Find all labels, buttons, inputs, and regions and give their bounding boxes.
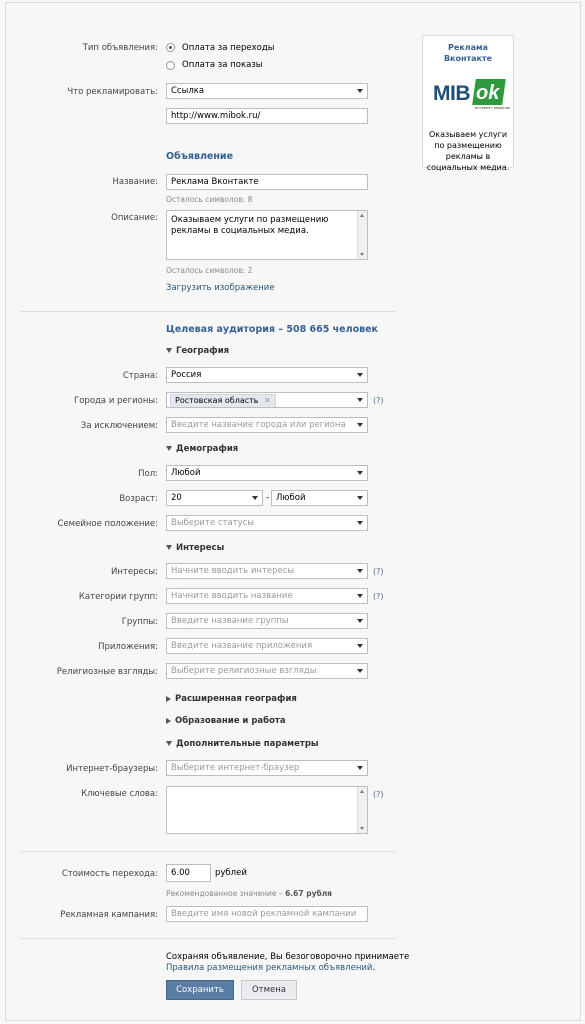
rules-line [166,963,375,973]
preview-text: Оказываем услуги по размещению рекламы в социальных медиа. [426,130,510,172]
chevron-down-icon [357,594,363,598]
cities-help-icon[interactable]: (?) [373,396,384,405]
currency-label: рублей [215,868,247,878]
interests-select[interactable]: Начните вводить интересы [166,563,368,579]
chevron-down-icon [357,521,363,525]
ad-description-textarea[interactable] [166,210,368,260]
keywords-label: Ключевые слова: [81,789,158,799]
keywords-help-icon[interactable]: (?) [373,790,384,799]
groups-label: Группы: [121,617,158,627]
logo-text-main: MIB [433,82,470,105]
chevron-down-icon [357,373,363,377]
city-tag: Ростовская область ✕ [170,394,276,408]
marital-label: Семейное положение: [57,519,158,529]
ad-type-label: Тип объявления: [82,43,158,53]
name-label: Название: [112,177,158,187]
logo-text-small: интернет решения [475,106,510,110]
demography-toggle[interactable]: Демография [166,444,238,454]
textarea-scrollbar[interactable] [357,787,367,833]
chevron-down-icon [357,644,363,648]
ad-section-title: Объявление [166,151,234,162]
marital-select[interactable]: Выберите статусы [166,515,368,531]
groups-select[interactable]: Введите название группы [166,613,368,629]
chevron-down-icon [357,423,363,427]
textarea-scrollbar[interactable] [357,211,367,259]
chevron-down-icon [357,569,363,573]
radio-pay-per-view-label[interactable]: Оплата за показы [182,60,263,70]
cost-input[interactable]: 6.00 [166,864,211,882]
cancel-button[interactable]: Отмена [241,980,297,1000]
chevron-down-icon [357,619,363,623]
apps-label: Приложения: [98,642,158,652]
upload-image-link[interactable]: Загрузить изображение [166,283,275,293]
cost-label: Стоимость перехода: [61,869,158,879]
cities-select[interactable] [166,392,368,408]
browsers-label: Интернет-браузеры: [66,764,158,774]
triangle-down-icon [166,545,172,550]
chevron-down-icon [357,496,363,500]
chevron-down-icon [252,496,258,500]
what-to-advertise-value: Ссылка [171,86,205,96]
ad-description-text: Оказываем услуги по размещению рекламы в социальных медиа. [171,215,329,236]
description-label: Описание: [111,213,158,223]
triangle-right-icon [166,718,171,724]
except-select[interactable]: Введите название города или региона [166,417,368,433]
preview-title: Реклама Вконтакте [443,43,493,63]
triangle-right-icon [166,696,171,702]
triangle-down-icon [166,446,172,451]
name-remaining: Осталось символов: 8 [166,195,253,204]
what-to-advertise-label: Что рекламировать: [67,87,158,97]
group-categories-select[interactable]: Начните вводить название [166,588,368,604]
geo-toggle[interactable]: География [166,346,229,356]
religion-label: Религиозные взгляды: [56,667,158,677]
interests-label: Интересы: [111,567,158,577]
age-to-select[interactable]: Любой [271,490,368,506]
recommended-price: Рекомендованное значение – 6.67 рубля [166,889,332,898]
chevron-down-icon [357,471,363,475]
extra-params-toggle[interactable]: Дополнительные параметры [166,739,319,749]
group-categories-help-icon[interactable]: (?) [373,592,384,601]
radio-pay-per-click[interactable] [166,43,175,52]
keywords-textarea[interactable] [166,786,368,834]
campaign-label: Рекламная кампания: [60,910,158,920]
chevron-down-icon [357,89,363,93]
country-select[interactable]: Россия [166,367,368,383]
education-toggle[interactable]: Образование и работа [166,716,286,726]
what-to-advertise-select[interactable] [166,83,368,99]
interests-help-icon[interactable]: (?) [373,567,384,576]
triangle-down-icon [166,348,172,353]
remove-tag-icon[interactable]: ✕ [264,396,271,405]
group-categories-label: Категории групп: [78,592,158,602]
apps-select[interactable]: Введите название приложения [166,638,368,654]
chevron-down-icon [357,669,363,673]
sex-label: Пол: [138,469,158,479]
ad-name-input[interactable]: Реклама Вконтакте [166,174,368,190]
rules-link[interactable]: Правила размещения рекламных объявлений [166,963,373,973]
mibok-logo [433,82,510,112]
age-from-select[interactable]: 20 [166,490,263,506]
divider [20,938,396,939]
rules-end: . [372,963,376,973]
radio-pay-per-view[interactable] [166,61,175,70]
sex-select[interactable]: Любой [166,465,368,481]
audience-title: Целевая аудитория – 508 665 человек [166,324,379,335]
description-remaining: Осталось символов: 2 [166,266,253,275]
divider [20,851,396,852]
country-label: Страна: [122,371,158,381]
chevron-down-icon [357,398,363,402]
religion-select[interactable]: Выберите религиозные взгляды [166,663,368,679]
browsers-select[interactable]: Выберите интернет-браузер [166,760,368,776]
except-label: За исключением: [80,421,158,431]
logo-text-accent: ok [476,82,500,104]
cities-label: Города и регионы: [74,396,158,406]
save-button[interactable]: Сохранить [166,980,234,1000]
chevron-down-icon [357,766,363,770]
triangle-down-icon [166,741,172,746]
extended-geo-toggle[interactable]: Расширенная география [166,694,297,704]
radio-pay-per-click-label[interactable]: Оплата за переходы [182,43,275,53]
divider [20,311,396,312]
url-input[interactable]: http://www.mibok.ru/ [166,108,368,124]
ad-preview-card[interactable] [422,35,514,172]
interests-toggle[interactable]: Интересы [166,543,224,553]
age-dash: - [266,493,270,503]
campaign-input[interactable]: Введите имя новой рекламной кампании [166,906,368,922]
age-label: Возраст: [119,494,158,504]
agreement-text: Сохраняя объявление, Вы безоговорочно принимаете [166,952,410,962]
